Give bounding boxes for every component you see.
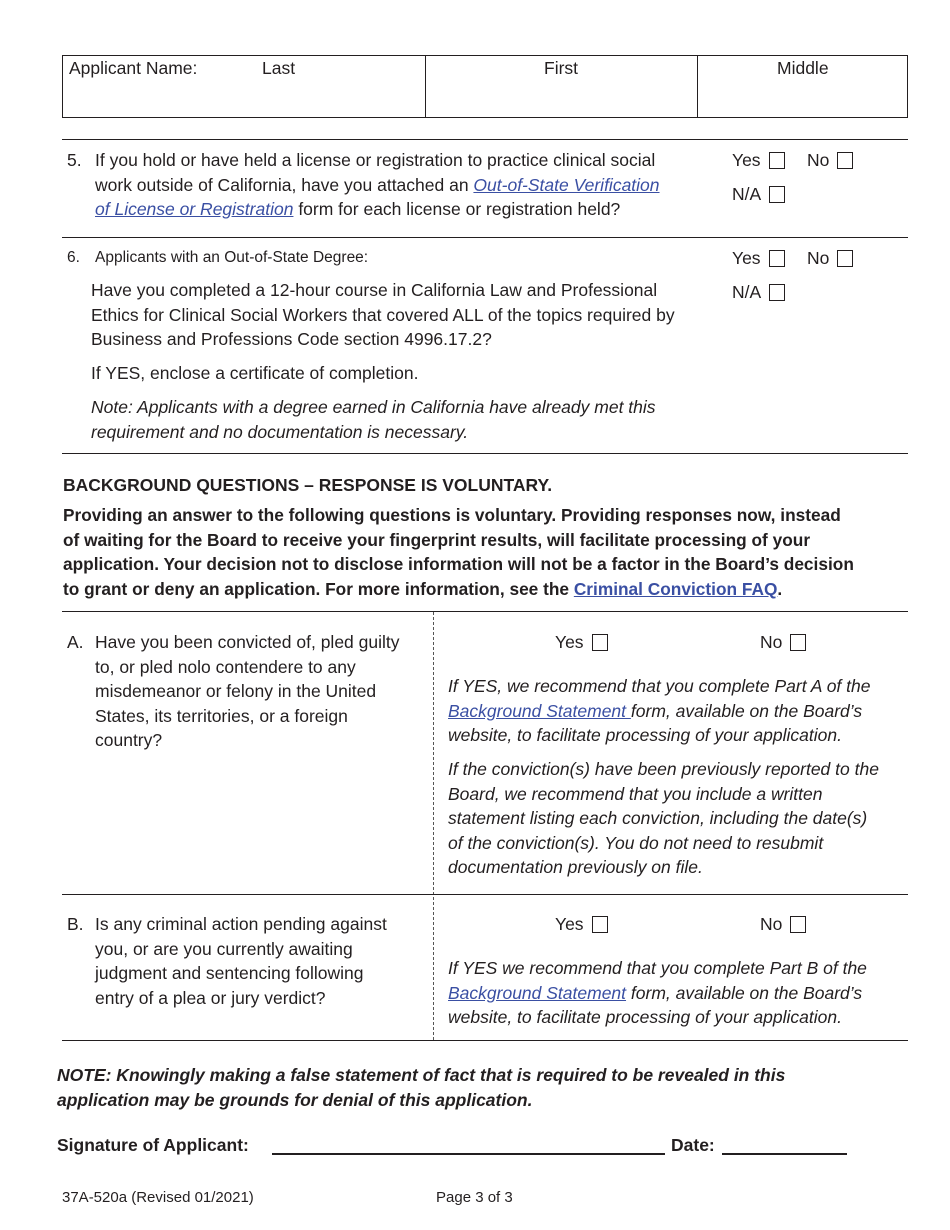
qa-prev-line: statement listing each conviction, including the date(s) bbox=[448, 808, 868, 828]
q6-number: 6. bbox=[67, 249, 80, 266]
page-number: Page 3 of 3 bbox=[436, 1189, 513, 1206]
qb-line: Is any criminal action pending against bbox=[95, 914, 387, 934]
qa-prev-line: If the conviction(s) have been previously reported to the bbox=[448, 759, 879, 779]
table-column-divider bbox=[433, 612, 434, 1040]
q5-yes-checkbox[interactable] bbox=[769, 152, 785, 169]
form-id: 37A-520a (Revised 01/2021) bbox=[62, 1189, 254, 1206]
qa-line: States, its territories, or a foreign bbox=[95, 705, 348, 726]
qa-question bbox=[95, 630, 400, 753]
table-bottom-line bbox=[62, 1040, 908, 1041]
q6-yes-option: Yes bbox=[732, 246, 785, 271]
q5-number: 5. bbox=[67, 150, 82, 170]
q5-line-1: If you hold or have held a license or registration to practice clinical social bbox=[95, 150, 656, 170]
qa-rec-line-3: website, to facilitate processing of your application. bbox=[448, 725, 842, 745]
q6-note bbox=[91, 395, 656, 444]
last-name-label: Last bbox=[262, 58, 296, 78]
false-statement-note bbox=[57, 1063, 785, 1112]
qa-prev-line: documentation previously on file. bbox=[448, 857, 703, 877]
name-divider-2 bbox=[697, 56, 698, 117]
qb-rec-line-2: Background Statement form, available on the Board’s bbox=[448, 982, 863, 1003]
q6-no-option: No bbox=[807, 246, 853, 271]
qa-previous-reported bbox=[448, 757, 879, 880]
q6-para-line-3: Business and Professions Code section 4996.17.2? bbox=[91, 329, 492, 349]
q5-line-3: of License or Registration form for each license or registration held? bbox=[95, 199, 621, 219]
first-name-label: First bbox=[544, 58, 579, 78]
intro-line-1: Providing an answer to the following questions is voluntary. Providing responses now, instead bbox=[63, 505, 841, 525]
q5-na-checkbox[interactable] bbox=[769, 186, 785, 203]
qa-yes-option: Yes bbox=[555, 630, 608, 655]
qa-rec-line-1: If YES, we recommend that you complete Part A of the bbox=[448, 676, 871, 696]
intro-line-4: to grant or deny an application. For more information, see the Criminal Conviction FAQ. bbox=[63, 578, 783, 599]
qb-question bbox=[95, 912, 387, 1010]
q5-yes-option: Yes bbox=[732, 148, 785, 173]
q6-para-line-1: Have you completed a 12-hour course in California Law and Professional bbox=[91, 280, 658, 300]
qa-line: misdemeanor or felony in the United bbox=[95, 681, 377, 701]
out-of-state-verification-link[interactable]: Out-of-State Verification bbox=[473, 174, 660, 195]
qb-rec-line-3: website, to facilitate processing of your application. bbox=[448, 1007, 842, 1027]
q6-no-checkbox[interactable] bbox=[837, 250, 853, 267]
date-label: Date: bbox=[671, 1135, 715, 1155]
qb-no-checkbox[interactable] bbox=[790, 916, 806, 933]
qa-line: country? bbox=[95, 730, 163, 750]
signature-line[interactable] bbox=[272, 1153, 665, 1155]
q6-na-checkbox[interactable] bbox=[769, 284, 785, 301]
divider-line bbox=[62, 237, 908, 238]
q5-no-option: No bbox=[807, 148, 853, 173]
q6-enclose: If YES, enclose a certificate of completion. bbox=[91, 363, 419, 383]
note-line-1: NOTE: Knowingly making a false statement of fact that is required to be revealed in this bbox=[57, 1065, 786, 1085]
criminal-conviction-faq-link[interactable]: Criminal Conviction FAQ bbox=[573, 578, 778, 599]
qb-letter: B. bbox=[67, 914, 84, 934]
background-statement-link-b[interactable]: Background Statement bbox=[448, 982, 627, 1003]
qb-rec-line-1: If YES we recommend that you complete Part B of the bbox=[448, 958, 867, 978]
qb-recommendation bbox=[448, 956, 867, 1030]
q6-heading: Applicants with an Out-of-State Degree: bbox=[95, 249, 369, 266]
middle-name-label: Middle bbox=[777, 58, 829, 78]
q6-note-line-1: Note: Applicants with a degree earned in California have already met this bbox=[91, 397, 656, 417]
q5-no-checkbox[interactable] bbox=[837, 152, 853, 169]
q5-na-option: N/A bbox=[732, 182, 785, 207]
qb-yes-checkbox[interactable] bbox=[592, 916, 608, 933]
qb-yes-option: Yes bbox=[555, 912, 608, 937]
qa-line: to, or pled nolo contendere to any bbox=[95, 656, 356, 677]
qb-line: entry of a plea or jury verdict? bbox=[95, 987, 326, 1008]
qa-letter: A. bbox=[67, 632, 84, 652]
q6-para-line-2: Ethics for Clinical Social Workers that covered ALL of the topics required by bbox=[91, 304, 675, 325]
background-statement-link-a[interactable]: Background Statement bbox=[448, 700, 631, 721]
name-divider-1 bbox=[425, 56, 426, 117]
intro-line-3: application. Your decision not to disclose information will not be a factor in the Board’s decision bbox=[63, 554, 854, 574]
qa-prev-line: Board, we recommend that you include a written bbox=[448, 783, 823, 804]
divider-line bbox=[62, 139, 908, 140]
intro-line-2: of waiting for the Board to receive your fingerprint results, will facilitate processing of your bbox=[63, 529, 811, 550]
q6-paragraph bbox=[91, 278, 675, 352]
qa-prev-line: of the conviction(s). You do not need to resubmit bbox=[448, 832, 824, 853]
qa-line: Have you been convicted of, pled guilty bbox=[95, 632, 400, 652]
q5-text bbox=[95, 148, 660, 222]
note-line-2: application may be grounds for denial of this application. bbox=[57, 1089, 533, 1110]
license-registration-link[interactable]: of License or Registration bbox=[95, 199, 294, 219]
q5-line-2: work outside of California, have you attached an Out-of-State Verification bbox=[95, 174, 660, 195]
qa-no-checkbox[interactable] bbox=[790, 634, 806, 651]
divider-line bbox=[62, 453, 908, 454]
q6-na-option: N/A bbox=[732, 280, 785, 305]
background-heading: BACKGROUND QUESTIONS – RESPONSE IS VOLUNTARY. bbox=[63, 475, 553, 495]
signature-label: Signature of Applicant: bbox=[57, 1135, 249, 1155]
qb-line: you, or are you currently awaiting bbox=[95, 938, 353, 959]
table-row-divider bbox=[62, 894, 908, 895]
q6-yes-checkbox[interactable] bbox=[769, 250, 785, 267]
qa-recommendation bbox=[448, 674, 870, 748]
qb-line: judgment and sentencing following bbox=[95, 963, 364, 983]
applicant-name-label: Applicant Name: bbox=[69, 58, 198, 78]
qb-no-option: No bbox=[760, 912, 806, 937]
qa-rec-line-2: Background Statement form, available on the Board’s bbox=[448, 700, 863, 721]
q6-note-line-2: requirement and no documentation is necessary. bbox=[91, 421, 469, 442]
background-intro bbox=[63, 503, 854, 601]
qa-no-option: No bbox=[760, 630, 806, 655]
date-line[interactable] bbox=[722, 1153, 847, 1155]
table-top-line bbox=[62, 611, 908, 612]
qa-yes-checkbox[interactable] bbox=[592, 634, 608, 651]
